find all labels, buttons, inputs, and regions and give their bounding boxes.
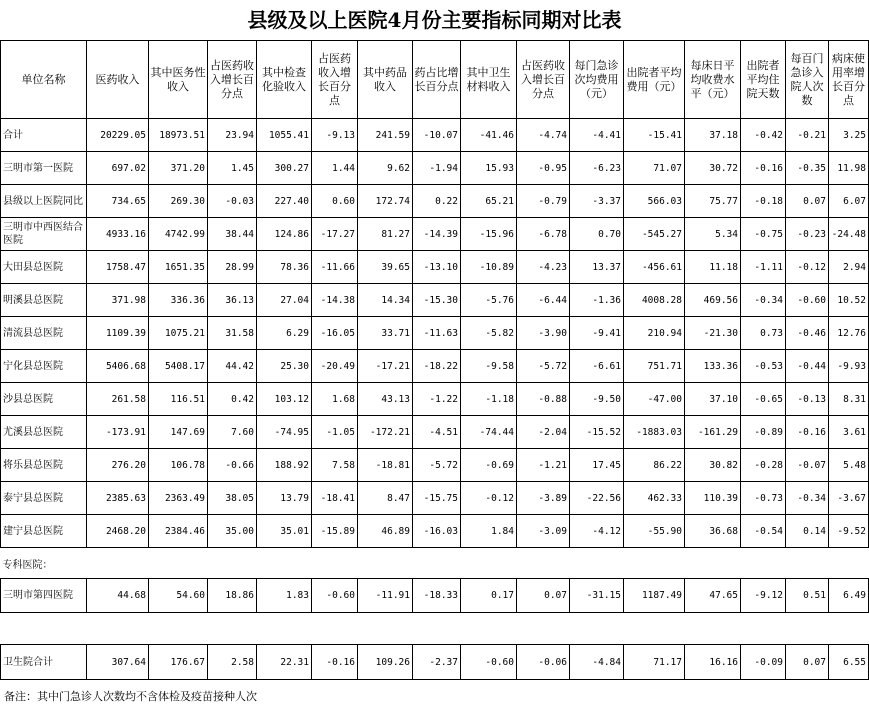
value-cell: -0.13 [786, 383, 829, 416]
value-cell: 106.78 [149, 449, 208, 482]
value-cell: 0.22 [413, 185, 461, 218]
value-cell: -0.28 [741, 449, 786, 482]
value-cell: -0.16 [741, 152, 786, 185]
value-cell: 31.58 [208, 317, 257, 350]
value-cell: -0.07 [786, 449, 829, 482]
value-cell: 35.01 [257, 515, 312, 548]
value-cell: -4.74 [517, 119, 570, 152]
value-cell: -0.54 [741, 515, 786, 548]
value-cell: 5.48 [829, 449, 869, 482]
value-cell: 371.98 [87, 284, 149, 317]
value-cell: 300.27 [257, 152, 312, 185]
value-cell: 269.30 [149, 185, 208, 218]
value-cell: 241.59 [358, 119, 413, 152]
value-cell: 11.18 [685, 251, 741, 284]
value-cell: -0.89 [741, 416, 786, 449]
value-cell: -4.23 [517, 251, 570, 284]
value-cell: -0.65 [741, 383, 786, 416]
value-cell: -1.36 [570, 284, 624, 317]
value-cell: -17.21 [358, 350, 413, 383]
value-cell: 7.58 [312, 449, 358, 482]
value-cell: -3.09 [517, 515, 570, 548]
value-cell: -55.90 [624, 515, 685, 548]
column-header: 药占比增长百分点 [413, 41, 461, 119]
column-header: 占医药收入增长百分点 [517, 41, 570, 119]
value-cell: -0.60 [312, 579, 358, 613]
value-cell: -20.49 [312, 350, 358, 383]
value-cell: 1758.47 [87, 251, 149, 284]
value-cell: 18.86 [208, 579, 257, 613]
value-cell: -14.38 [312, 284, 358, 317]
column-header: 其中医务性收入 [149, 41, 208, 119]
value-cell: -0.06 [517, 645, 570, 680]
table-row [1, 152, 869, 185]
value-cell: -4.41 [570, 119, 624, 152]
value-cell: 276.20 [87, 449, 149, 482]
value-cell: -16.03 [413, 515, 461, 548]
value-cell: 36.68 [685, 515, 741, 548]
value-cell: 109.26 [358, 645, 413, 680]
value-cell: 18973.51 [149, 119, 208, 152]
value-cell: -15.52 [570, 416, 624, 449]
value-cell: 25.30 [257, 350, 312, 383]
value-cell: -0.12 [461, 482, 517, 515]
value-cell: 22.31 [257, 645, 312, 680]
value-cell: -0.12 [786, 251, 829, 284]
value-cell: -1.22 [413, 383, 461, 416]
value-cell: 30.72 [685, 152, 741, 185]
value-cell: 124.86 [257, 218, 312, 251]
unit-name-cell: 泰宁县总医院 [1, 482, 87, 515]
value-cell: 0.17 [461, 579, 517, 613]
value-cell: -9.93 [829, 350, 869, 383]
value-cell: 44.42 [208, 350, 257, 383]
value-cell: 307.64 [87, 645, 149, 680]
column-header: 每百门急诊入院人次数 [786, 41, 829, 119]
value-cell: -0.03 [208, 185, 257, 218]
value-cell: -6.61 [570, 350, 624, 383]
value-cell: 81.27 [358, 218, 413, 251]
value-cell: -31.15 [570, 579, 624, 613]
value-cell: 1651.35 [149, 251, 208, 284]
value-cell: 2384.46 [149, 515, 208, 548]
value-cell: 28.99 [208, 251, 257, 284]
column-header: 其中药品收入 [358, 41, 413, 119]
value-cell: 27.04 [257, 284, 312, 317]
column-header: 单位名称 [1, 41, 87, 119]
value-cell: -9.13 [312, 119, 358, 152]
value-cell: 0.70 [570, 218, 624, 251]
value-cell: 1055.41 [257, 119, 312, 152]
value-cell: 12.76 [829, 317, 869, 350]
value-cell: 103.12 [257, 383, 312, 416]
value-cell: 172.74 [358, 185, 413, 218]
value-cell: -10.89 [461, 251, 517, 284]
value-cell: 13.37 [570, 251, 624, 284]
value-cell: -545.27 [624, 218, 685, 251]
unit-name-cell: 三明市第一医院 [1, 152, 87, 185]
value-cell: -173.91 [87, 416, 149, 449]
value-cell: 8.47 [358, 482, 413, 515]
value-cell: 38.44 [208, 218, 257, 251]
value-cell: 43.13 [358, 383, 413, 416]
value-cell: -1.18 [461, 383, 517, 416]
value-cell: -0.46 [786, 317, 829, 350]
value-cell: -21.30 [685, 317, 741, 350]
value-cell: 13.79 [257, 482, 312, 515]
value-cell: 2.58 [208, 645, 257, 680]
value-cell: -15.89 [312, 515, 358, 548]
value-cell: -0.16 [786, 416, 829, 449]
value-cell: 4933.16 [87, 218, 149, 251]
value-cell: 0.42 [208, 383, 257, 416]
unit-name-cell: 沙县总医院 [1, 383, 87, 416]
value-cell: 734.65 [87, 185, 149, 218]
value-cell: -13.10 [413, 251, 461, 284]
column-header: 医药收入 [87, 41, 149, 119]
value-cell: -16.05 [312, 317, 358, 350]
value-cell: -6.23 [570, 152, 624, 185]
table-row [1, 416, 869, 449]
value-cell: 1.44 [312, 152, 358, 185]
value-cell: -15.96 [461, 218, 517, 251]
value-cell: -0.42 [741, 119, 786, 152]
value-cell: 8.31 [829, 383, 869, 416]
value-cell: -161.29 [685, 416, 741, 449]
value-cell: 147.69 [149, 416, 208, 449]
column-header: 占医药收入增长百分点 [312, 41, 358, 119]
unit-name-cell: 建宁县总医院 [1, 515, 87, 548]
value-cell: -9.58 [461, 350, 517, 383]
column-header: 其中卫生材料收入 [461, 41, 517, 119]
table-row [1, 645, 869, 680]
table-row [1, 317, 869, 350]
unit-name-cell: 卫生院合计 [1, 645, 87, 680]
value-cell: -2.37 [413, 645, 461, 680]
value-cell: -9.52 [829, 515, 869, 548]
value-cell: -5.76 [461, 284, 517, 317]
value-cell: 75.77 [685, 185, 741, 218]
value-cell: -0.60 [786, 284, 829, 317]
value-cell: 65.21 [461, 185, 517, 218]
value-cell: 20229.05 [87, 119, 149, 152]
value-cell: 1075.21 [149, 317, 208, 350]
page-title: 县级及以上医院4月份主要指标同期对比表 [247, 8, 622, 32]
value-cell: -24.48 [829, 218, 869, 251]
value-cell: 1.68 [312, 383, 358, 416]
value-cell: 23.94 [208, 119, 257, 152]
unit-name-cell: 三明市中西医结合医院 [1, 218, 87, 251]
value-cell: 0.07 [786, 645, 829, 680]
value-cell: -456.61 [624, 251, 685, 284]
value-cell: -9.12 [741, 579, 786, 613]
column-header: 出院者平均住院天数 [741, 41, 786, 119]
column-header: 病床使用率增长百分点 [829, 41, 869, 119]
unit-name-cell: 将乐县总医院 [1, 449, 87, 482]
table-row [1, 350, 869, 383]
section-label: 专科医院： [1, 548, 869, 579]
unit-name-cell: 清流县总医院 [1, 317, 87, 350]
value-cell: -0.69 [461, 449, 517, 482]
value-cell: 44.68 [87, 579, 149, 613]
value-cell: -18.81 [358, 449, 413, 482]
value-cell: -0.75 [741, 218, 786, 251]
value-cell: 9.62 [358, 152, 413, 185]
value-cell: -22.56 [570, 482, 624, 515]
value-cell: -3.89 [517, 482, 570, 515]
value-cell: -47.00 [624, 383, 685, 416]
value-cell: 116.51 [149, 383, 208, 416]
value-cell: 188.92 [257, 449, 312, 482]
value-cell: -0.21 [786, 119, 829, 152]
value-cell: -0.79 [517, 185, 570, 218]
table-row [1, 515, 869, 548]
value-cell: 110.39 [685, 482, 741, 515]
value-cell: 37.10 [685, 383, 741, 416]
column-header: 每床日平均收费水平（元） [685, 41, 741, 119]
value-cell: -0.35 [786, 152, 829, 185]
value-cell: 3.25 [829, 119, 869, 152]
unit-name-cell: 合计 [1, 119, 87, 152]
value-cell: -0.88 [517, 383, 570, 416]
value-cell: 371.20 [149, 152, 208, 185]
value-cell: 1187.49 [624, 579, 685, 613]
value-cell: -6.44 [517, 284, 570, 317]
value-cell: 176.67 [149, 645, 208, 680]
blank-row [1, 613, 869, 645]
value-cell: 3.61 [829, 416, 869, 449]
value-cell: -11.63 [413, 317, 461, 350]
value-cell: 0.51 [786, 579, 829, 613]
value-cell: 16.16 [685, 645, 741, 680]
value-cell: 71.17 [624, 645, 685, 680]
value-cell: 462.33 [624, 482, 685, 515]
value-cell: 30.82 [685, 449, 741, 482]
value-cell: -0.23 [786, 218, 829, 251]
column-header: 其中检查化验收入 [257, 41, 312, 119]
value-cell: -1883.03 [624, 416, 685, 449]
value-cell: -1.11 [741, 251, 786, 284]
value-cell: -9.41 [570, 317, 624, 350]
value-cell: -0.34 [741, 284, 786, 317]
value-cell: 5406.68 [87, 350, 149, 383]
column-header: 出院者平均费用（元） [624, 41, 685, 119]
table-row [1, 284, 869, 317]
value-cell: -18.22 [413, 350, 461, 383]
value-cell: 6.07 [829, 185, 869, 218]
value-cell: 6.49 [829, 579, 869, 613]
table-row [1, 449, 869, 482]
value-cell: -1.94 [413, 152, 461, 185]
value-cell: -0.18 [741, 185, 786, 218]
section-row [1, 548, 869, 579]
table-row [1, 218, 869, 251]
value-cell: -0.34 [786, 482, 829, 515]
value-cell: -0.73 [741, 482, 786, 515]
value-cell: -5.82 [461, 317, 517, 350]
value-cell: 697.02 [87, 152, 149, 185]
value-cell: 17.45 [570, 449, 624, 482]
value-cell: 33.71 [358, 317, 413, 350]
column-header: 占医药收入增长百分点 [208, 41, 257, 119]
value-cell: -0.16 [312, 645, 358, 680]
value-cell: -4.51 [413, 416, 461, 449]
value-cell: 10.52 [829, 284, 869, 317]
value-cell: 37.18 [685, 119, 741, 152]
value-cell: -4.84 [570, 645, 624, 680]
value-cell: -18.41 [312, 482, 358, 515]
value-cell: 210.94 [624, 317, 685, 350]
footnote: 备注：其中门急诊人次数均不含体检及疫苗接种人次 [4, 690, 257, 703]
value-cell: -11.91 [358, 579, 413, 613]
unit-name-cell: 尤溪县总医院 [1, 416, 87, 449]
value-cell: -2.04 [517, 416, 570, 449]
value-cell: 46.89 [358, 515, 413, 548]
value-cell: -17.27 [312, 218, 358, 251]
table-row [1, 119, 869, 152]
value-cell: -0.60 [461, 645, 517, 680]
value-cell: 261.58 [87, 383, 149, 416]
table-row [1, 482, 869, 515]
value-cell: 6.55 [829, 645, 869, 680]
value-cell: 54.60 [149, 579, 208, 613]
value-cell: 2468.20 [87, 515, 149, 548]
unit-name-cell: 大田县总医院 [1, 251, 87, 284]
value-cell: -14.39 [413, 218, 461, 251]
comparison-table [0, 40, 869, 680]
unit-name-cell: 宁化县总医院 [1, 350, 87, 383]
unit-name-cell: 县级以上医院同比 [1, 185, 87, 218]
value-cell: -41.46 [461, 119, 517, 152]
value-cell: 0.60 [312, 185, 358, 218]
value-cell: -5.72 [517, 350, 570, 383]
value-cell: 39.65 [358, 251, 413, 284]
value-cell: 38.05 [208, 482, 257, 515]
value-cell: 2363.49 [149, 482, 208, 515]
value-cell: 1109.39 [87, 317, 149, 350]
table-row [1, 185, 869, 218]
value-cell: -1.21 [517, 449, 570, 482]
value-cell: -15.75 [413, 482, 461, 515]
value-cell: -18.33 [413, 579, 461, 613]
value-cell: 5.34 [685, 218, 741, 251]
value-cell: -0.95 [517, 152, 570, 185]
blank-cell [1, 613, 869, 645]
value-cell: -1.05 [312, 416, 358, 449]
unit-name-cell: 明溪县总医院 [1, 284, 87, 317]
value-cell: -0.53 [741, 350, 786, 383]
value-cell: -11.66 [312, 251, 358, 284]
value-cell: -9.50 [570, 383, 624, 416]
value-cell: -74.95 [257, 416, 312, 449]
value-cell: -15.41 [624, 119, 685, 152]
value-cell: 227.40 [257, 185, 312, 218]
value-cell: 0.07 [786, 185, 829, 218]
value-cell: 751.71 [624, 350, 685, 383]
table-row [1, 251, 869, 284]
value-cell: -3.37 [570, 185, 624, 218]
table-row [1, 383, 869, 416]
value-cell: 4742.99 [149, 218, 208, 251]
value-cell: 14.34 [358, 284, 413, 317]
value-cell: 5408.17 [149, 350, 208, 383]
value-cell: 1.83 [257, 579, 312, 613]
value-cell: 47.65 [685, 579, 741, 613]
value-cell: -15.30 [413, 284, 461, 317]
value-cell: -0.09 [741, 645, 786, 680]
table-row [1, 579, 869, 613]
value-cell: -10.07 [413, 119, 461, 152]
value-cell: 2.94 [829, 251, 869, 284]
value-cell: 7.60 [208, 416, 257, 449]
value-cell: -74.44 [461, 416, 517, 449]
value-cell: 15.93 [461, 152, 517, 185]
value-cell: 0.14 [786, 515, 829, 548]
value-cell: -172.21 [358, 416, 413, 449]
value-cell: -3.90 [517, 317, 570, 350]
value-cell: 566.03 [624, 185, 685, 218]
value-cell: 36.13 [208, 284, 257, 317]
column-header: 每门急诊次均费用（元） [570, 41, 624, 119]
value-cell: 6.29 [257, 317, 312, 350]
value-cell: 1.45 [208, 152, 257, 185]
value-cell: -5.72 [413, 449, 461, 482]
value-cell: -3.67 [829, 482, 869, 515]
value-cell: -0.66 [208, 449, 257, 482]
value-cell: 4008.28 [624, 284, 685, 317]
value-cell: 11.98 [829, 152, 869, 185]
value-cell: 336.36 [149, 284, 208, 317]
value-cell: 469.56 [685, 284, 741, 317]
value-cell: 71.07 [624, 152, 685, 185]
value-cell: 0.73 [741, 317, 786, 350]
value-cell: 0.07 [517, 579, 570, 613]
value-cell: -0.44 [786, 350, 829, 383]
value-cell: -6.78 [517, 218, 570, 251]
value-cell: 133.36 [685, 350, 741, 383]
unit-name-cell: 三明市第四医院 [1, 579, 87, 613]
value-cell: 2385.63 [87, 482, 149, 515]
value-cell: 35.00 [208, 515, 257, 548]
value-cell: 78.36 [257, 251, 312, 284]
value-cell: -4.12 [570, 515, 624, 548]
header-row [1, 41, 869, 119]
value-cell: 1.84 [461, 515, 517, 548]
value-cell: 86.22 [624, 449, 685, 482]
